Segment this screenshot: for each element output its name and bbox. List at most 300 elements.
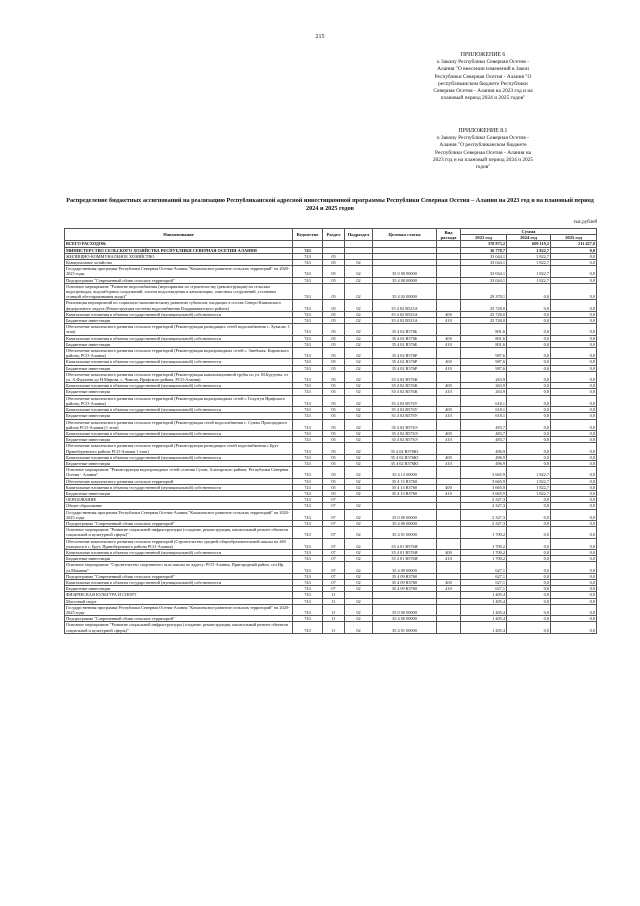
cell-razdel: 07 (323, 509, 345, 520)
cell-name: Государственная программа Республики Северная Осетия-Алания "Комплексное развитие сельских территорий" на 2020-2025 годы (65, 509, 293, 520)
cell-name: Государственная программа Республики Северная Осетия-Алания "Комплексное развитие сельских территорий" на 2020-2025 годы (65, 266, 293, 277)
cell-target-article: 35 4 02 R576У (373, 407, 437, 413)
cell-razdel: 05 (323, 318, 345, 324)
cell-vedomstvo: 743 (293, 419, 323, 430)
cell-expense-type (437, 443, 461, 454)
cell-2023: 987,6 (461, 359, 507, 365)
cell-vedomstvo: 743 (293, 365, 323, 371)
cell-2025: 0,0 (551, 253, 597, 259)
cell-target-article: 35 4 02 R523А (373, 318, 437, 324)
cell-expense-type (437, 467, 461, 478)
header-2025: 2025 год (551, 235, 597, 241)
cell-2024: 0,0 (507, 389, 551, 395)
table-row (65, 419, 597, 430)
cell-expense-type (437, 509, 461, 520)
cell-2023: 3 665,9 (461, 490, 507, 496)
cell-name: Государственная программа Республики Северная Осетия-Алания "Комплексное развитие сельских территорий" на 2020-2025 годы (65, 604, 293, 615)
cell-2023: 496,9 (461, 460, 507, 466)
cell-name: Обеспечение комплексного развития сельских территорий (65, 478, 293, 484)
cell-target-article: 35 4 01 R576Я (373, 549, 437, 555)
cell-razdel: 07 (323, 503, 345, 509)
cell-2025: 0,0 (551, 478, 597, 484)
cell-vedomstvo: 743 (293, 484, 323, 490)
cell-target-article: 35 0 00 00000 (373, 266, 437, 277)
cell-2023: 1 405,4 (461, 622, 507, 633)
appendix-8-1-heading: ПРИЛОЖЕНИЕ 8.1 (458, 128, 508, 134)
cell-expense-type: 400 (437, 579, 461, 585)
cell-expense-type (437, 604, 461, 615)
cell-target-article: 35 4 02 R576Р (373, 365, 437, 371)
cell-2023: 987,6 (461, 348, 507, 359)
cell-vedomstvo: 743 (293, 527, 323, 538)
cell-name: Подпрограмма "Современный облик сельских территорий" (65, 573, 293, 579)
cell-expense-type: 410 (437, 437, 461, 443)
cell-name: Обеспечение комплексного развития сельских территорий (Реконструкция разводящих сетей водоснабжения с. Хумалаг, 1 этап) (65, 324, 293, 335)
cell-razdel: 05 (323, 324, 345, 335)
cell-expense-type: 400 (437, 383, 461, 389)
cell-expense-type (437, 622, 461, 633)
cell-razdel: 05 (323, 371, 345, 382)
cell-2023: 1 700,2 (461, 538, 507, 549)
cell-name: Обеспечение комплексного развития сельских территорий (Реконструкция сетей водоснабжения с. Сунжа Пригородного района РСО-Алания (1 этап) (65, 419, 293, 430)
cell-2025: 0,0 (551, 490, 597, 496)
cell-name: Капитальные вложения в объекты государственной (муниципальной) собственности (65, 430, 293, 436)
cell-target-article: 35 4 09 00000 (373, 562, 437, 573)
cell-2025: 211 427,8 (551, 241, 597, 247)
cell-razdel: 05 (323, 335, 345, 341)
cell-2023: 483,7 (461, 437, 507, 443)
cell-2024: 0,0 (507, 562, 551, 573)
cell-expense-type: 400 (437, 359, 461, 365)
cell-podrazdel: 02 (345, 478, 373, 484)
cell-razdel: 05 (323, 395, 345, 406)
cell-razdel: 07 (323, 527, 345, 538)
cell-2023: 25 728,0 (461, 318, 507, 324)
table-row (65, 538, 597, 549)
cell-2024: 0,0 (507, 430, 551, 436)
cell-vedomstvo: 743 (293, 562, 323, 573)
cell-vedomstvo: 743 (293, 413, 323, 419)
cell-vedomstvo: 743 (293, 300, 323, 311)
unit-label: тыс.рублей (573, 220, 597, 225)
table-row (65, 395, 597, 406)
appendix-line: к Закону Республики Северная Осетия - (437, 135, 529, 142)
cell-razdel: 05 (323, 484, 345, 490)
cell-2025: 0,0 (551, 616, 597, 622)
appendix-line: годов" (475, 164, 491, 171)
table-row (65, 371, 597, 382)
cell-2025: 0,0 (551, 413, 597, 419)
appendix-line: республиканском бюджете Республики (438, 80, 528, 87)
cell-razdel: 05 (323, 460, 345, 466)
table-row (65, 283, 597, 300)
cell-podrazdel: 02 (345, 371, 373, 382)
cell-2024: 0,0 (507, 592, 551, 598)
cell-2023: 801,6 (461, 341, 507, 347)
cell-2025: 0,0 (551, 318, 597, 324)
cell-2025: 0,0 (551, 395, 597, 406)
cell-2024: 1 822,7 (507, 253, 551, 259)
table-row (65, 467, 597, 478)
cell-razdel: 05 (323, 253, 345, 259)
cell-target-article: 35 4 00 00000 (373, 277, 437, 283)
cell-podrazdel: 02 (345, 586, 373, 592)
cell-name: Подпрограмма "Современный облик сельских территорий" (65, 616, 293, 622)
cell-expense-type: 410 (437, 460, 461, 466)
header-razdel: Раздел (323, 229, 345, 241)
cell-2023: 3 665,9 (461, 467, 507, 478)
cell-vedomstvo: 743 (293, 549, 323, 555)
cell-vedomstvo: 743 (293, 598, 323, 604)
cell-2025: 0,0 (551, 359, 597, 365)
cell-target-article: 35 4 13 R5760 (373, 490, 437, 496)
cell-podrazdel: 02 (345, 490, 373, 496)
cell-2023: 263,9 (461, 389, 507, 395)
cell-vedomstvo: 743 (293, 247, 323, 253)
cell-target-article: 35 4 13 00000 (373, 467, 437, 478)
cell-vedomstvo: 743 (293, 490, 323, 496)
cell-podrazdel: 02 (345, 579, 373, 585)
cell-razdel: 05 (323, 359, 345, 365)
cell-name: Бюджетные инвестиции (65, 365, 293, 371)
cell-2023: 987,6 (461, 365, 507, 371)
cell-2023: 263,9 (461, 371, 507, 382)
cell-razdel: 07 (323, 520, 345, 526)
table-row (65, 266, 597, 277)
cell-name: Капитальные вложения в объекты государственной (муниципальной) собственности (65, 484, 293, 490)
cell-razdel: 11 (323, 592, 345, 598)
cell-target-article: 35 4 02 R523А (373, 311, 437, 317)
cell-podrazdel: 02 (345, 538, 373, 549)
cell-podrazdel: 02 (345, 359, 373, 365)
cell-2023: 496,9 (461, 443, 507, 454)
cell-2023: 3 665,9 (461, 484, 507, 490)
cell-2023: 801,6 (461, 324, 507, 335)
cell-2024: 0,0 (507, 324, 551, 335)
cell-2024: 1 822,7 (507, 266, 551, 277)
cell-target-article: 35 4 02 R576Э (373, 430, 437, 436)
cell-name: Бюджетные инвестиции (65, 437, 293, 443)
cell-2025: 0,0 (551, 579, 597, 585)
cell-vedomstvo: 743 (293, 586, 323, 592)
cell-razdel: 05 (323, 490, 345, 496)
cell-expense-type: 410 (437, 556, 461, 562)
cell-target-article: 35 4 01 00000 (373, 622, 437, 633)
cell-expense-type (437, 371, 461, 382)
table-row (65, 300, 597, 311)
cell-podrazdel: 02 (345, 324, 373, 335)
cell-vedomstvo: 743 (293, 383, 323, 389)
cell-name: Бюджетные инвестиции (65, 490, 293, 496)
cell-2025: 0,0 (551, 443, 597, 454)
cell-podrazdel: 02 (345, 430, 373, 436)
cell-vedomstvo: 743 (293, 335, 323, 341)
cell-2025: 0,0 (551, 622, 597, 633)
cell-name: Общее образование (65, 503, 293, 509)
cell-name: Основное мероприятие "Развитие социальной инфраструктуры (создание, реконструкция, капитальный ремонт объектов социальной и культурной сферы)" (65, 527, 293, 538)
cell-2025: 0,0 (551, 562, 597, 573)
cell-vedomstvo: 743 (293, 616, 323, 622)
cell-2023: 33 044,1 (461, 266, 507, 277)
cell-2023: 627,1 (461, 579, 507, 585)
cell-2024: 0,0 (507, 413, 551, 419)
cell-2024: 1 822,7 (507, 277, 551, 283)
cell-2025: 0,0 (551, 277, 597, 283)
cell-name: Капитальные вложения в объекты государственной (муниципальной) собственности (65, 335, 293, 341)
cell-2025: 0,0 (551, 335, 597, 341)
cell-name: Капитальные вложения в объекты государственной (муниципальной) собственности (65, 549, 293, 555)
cell-vedomstvo: 743 (293, 277, 323, 283)
cell-vedomstvo: 743 (293, 407, 323, 413)
cell-target-article: 35 4 02 R576Ю (373, 460, 437, 466)
cell-razdel: 05 (323, 478, 345, 484)
cell-2025: 0,0 (551, 467, 597, 478)
cell-vedomstvo: 743 (293, 454, 323, 460)
cell-podrazdel: 02 (345, 549, 373, 555)
cell-2025: 0,0 (551, 266, 597, 277)
cell-name: Обеспечение комплексного развития сельских территорий (Реконструкция водопроводных сетей с.Толдзгун Ирафского района, РСО-Алания) (65, 395, 293, 406)
cell-razdel: 07 (323, 562, 345, 573)
cell-2025: 0,0 (551, 430, 597, 436)
cell-expense-type (437, 538, 461, 549)
cell-2023: 496,9 (461, 454, 507, 460)
cell-vedomstvo: 743 (293, 324, 323, 335)
cell-2025: 0,0 (551, 460, 597, 466)
cell-2024: 0,0 (507, 616, 551, 622)
cell-2024: 0,0 (507, 300, 551, 311)
cell-podrazdel: 02 (345, 383, 373, 389)
header-2024: 2024 год (507, 235, 551, 241)
cell-2025: 0,0 (551, 503, 597, 509)
cell-vedomstvo: 743 (293, 604, 323, 615)
appendix-line: Республики Северная Осетия - Алания на (435, 149, 531, 156)
cell-2025: 0,0 (551, 371, 597, 382)
cell-razdel: 11 (323, 622, 345, 633)
cell-expense-type: 410 (437, 318, 461, 324)
cell-target-article: 35 4 13 R5760 (373, 478, 437, 484)
cell-target-article: 35 4 02 R576Б (373, 324, 437, 335)
cell-2024: 0,0 (507, 586, 551, 592)
cell-vedomstvo: 743 (293, 467, 323, 478)
cell-razdel: 05 (323, 419, 345, 430)
cell-expense-type: 400 (437, 484, 461, 490)
header-podrazdel: Подраздел (345, 229, 373, 241)
cell-vedomstvo: 743 (293, 341, 323, 347)
cell-razdel: 05 (323, 383, 345, 389)
table-row (65, 622, 597, 633)
appendix-line: к Закону Республики Северная Осетия - (437, 59, 529, 66)
cell-2023: 1 405,4 (461, 592, 507, 598)
cell-vedomstvo: 743 (293, 283, 323, 300)
cell-name: Основное мероприятие "Строительство спортивного зала школы по адресу: РСО-Алания, Пригородный район, сел.Ир, ул.Мамаева" (65, 562, 293, 573)
cell-razdel: 05 (323, 407, 345, 413)
cell-2023: 33 044,1 (461, 277, 507, 283)
cell-expense-type: 400 (437, 311, 461, 317)
cell-razdel: 05 (323, 443, 345, 454)
cell-2024: 0,0 (507, 395, 551, 406)
cell-name: Основное мероприятие "Развитие водоснабжения (мероприятия по строительству (реконструкции) на сельских водопроводах, водозаборных сооружений, систем водоотведения и канализации, очистных сооружений, установка станций обеззараживания воды)" (65, 283, 293, 300)
cell-2023: 2 327,3 (461, 497, 507, 503)
cell-expense-type: 410 (437, 389, 461, 395)
cell-name: МИНИСТЕРСТВО СЕЛЬСКОГО ХОЗЯЙСТВА РЕСПУБЛИКИ СЕВЕРНАЯ ОСЕТИЯ-АЛАНИЯ (65, 247, 293, 253)
cell-razdel: 05 (323, 437, 345, 443)
cell-name: Бюджетные инвестиции (65, 341, 293, 347)
cell-podrazdel: 02 (345, 509, 373, 520)
cell-2024: 0,0 (507, 527, 551, 538)
cell-2025: 0,0 (551, 454, 597, 460)
cell-2024: 0,0 (507, 365, 551, 371)
cell-podrazdel: 02 (345, 266, 373, 277)
cell-vedomstvo: 743 (293, 311, 323, 317)
cell-2025: 0,0 (551, 324, 597, 335)
cell-2024: 0,0 (507, 311, 551, 317)
cell-vedomstvo: 743 (293, 622, 323, 633)
cell-2025: 0,0 (551, 520, 597, 526)
cell-razdel: 11 (323, 598, 345, 604)
cell-target-article: 35 4 02 R576Э (373, 437, 437, 443)
cell-expense-type (437, 419, 461, 430)
cell-name: Бюджетные инвестиции (65, 318, 293, 324)
cell-2023: 618,1 (461, 407, 507, 413)
cell-2023: 33 044,1 (461, 253, 507, 259)
cell-podrazdel: 02 (345, 318, 373, 324)
cell-razdel: 05 (323, 413, 345, 419)
cell-podrazdel: 02 (345, 604, 373, 615)
table-row (65, 509, 597, 520)
cell-expense-type (437, 348, 461, 359)
appendix-8-1-note (398, 128, 568, 171)
cell-target-article: 35 4 02 R576Р (373, 348, 437, 359)
cell-2023: 1 405,4 (461, 616, 507, 622)
cell-podrazdel: 02 (345, 300, 373, 311)
cell-2023: 618,1 (461, 395, 507, 406)
cell-name: Массовый спорт (65, 598, 293, 604)
cell-2023: 2 327,3 (461, 503, 507, 509)
cell-razdel: 05 (323, 260, 345, 266)
cell-razdel: 05 (323, 277, 345, 283)
cell-expense-type: 410 (437, 413, 461, 419)
cell-expense-type: 410 (437, 365, 461, 371)
cell-target-article: 35 4 02 R576К (373, 371, 437, 382)
cell-2024: 0,0 (507, 443, 551, 454)
cell-2025: 0,0 (551, 527, 597, 538)
cell-2023: 25 728,0 (461, 300, 507, 311)
cell-2023: 3 665,9 (461, 478, 507, 484)
cell-vedomstvo: 743 (293, 478, 323, 484)
cell-podrazdel: 02 (345, 395, 373, 406)
cell-2025: 0,0 (551, 538, 597, 549)
cell-razdel: 05 (323, 467, 345, 478)
cell-vedomstvo: 743 (293, 260, 323, 266)
cell-podrazdel: 02 (345, 616, 373, 622)
header-2023: 2023 год (461, 235, 507, 241)
cell-name: Обеспечение комплексного развития сельских территорий (Реконструкция разводящих сетей водоснабжения с.Брут Правобережного района РСО-Алания 1 этап) (65, 443, 293, 454)
cell-2024: 0,0 (507, 604, 551, 615)
cell-2024: 0,0 (507, 407, 551, 413)
cell-razdel: 05 (323, 348, 345, 359)
cell-2024: 0,0 (507, 318, 551, 324)
cell-2025: 0,0 (551, 437, 597, 443)
cell-2025: 0,0 (551, 573, 597, 579)
cell-expense-type: 410 (437, 490, 461, 496)
cell-2024: 0,0 (507, 283, 551, 300)
cell-target-article: 35 4 02 R576Э (373, 419, 437, 430)
cell-podrazdel: 02 (345, 443, 373, 454)
cell-razdel: 07 (323, 549, 345, 555)
cell-2025: 0,0 (551, 283, 597, 300)
cell-target-article: 35 4 02 R523А (373, 300, 437, 311)
cell-razdel: 05 (323, 311, 345, 317)
cell-expense-type (437, 324, 461, 335)
cell-target-article: 35 4 02 R576К (373, 389, 437, 395)
cell-podrazdel: 02 (345, 419, 373, 430)
cell-podrazdel: 02 (345, 348, 373, 359)
cell-podrazdel: 02 (345, 311, 373, 317)
cell-podrazdel: 02 (345, 260, 373, 266)
cell-razdel: 05 (323, 300, 345, 311)
appendix-6-text (398, 59, 568, 102)
cell-2023: 1 405,4 (461, 604, 507, 615)
appendix-line: Республики Северная Осетия - Алания "О (434, 73, 532, 80)
cell-razdel: 11 (323, 604, 345, 615)
cell-2025: 0,0 (551, 497, 597, 503)
cell-expense-type (437, 266, 461, 277)
cell-expense-type: 400 (437, 549, 461, 555)
cell-name: Капитальные вложения в объекты государственной (муниципальной) собственности (65, 579, 293, 585)
cell-target-article: 35 0 00 00000 (373, 604, 437, 615)
cell-podrazdel: 02 (345, 484, 373, 490)
cell-razdel: 07 (323, 556, 345, 562)
cell-expense-type: 400 (437, 454, 461, 460)
cell-target-article: 35 4 09 R5760 (373, 586, 437, 592)
cell-name: Обеспечение комплексного развития сельских территорий (Реконструкция канализационной трубы по ул. М.Будтуева, от ул. А.Фадзаева до Н.Мирова, с. Чикола, Ирафского района, РСО-Алания) (65, 371, 293, 382)
table-row (65, 562, 597, 573)
cell-target-article: 35 0 00 00000 (373, 509, 437, 520)
cell-name: Капитальные вложения в объекты государственной (муниципальной) собственности (65, 407, 293, 413)
cell-2024: 1 822,7 (507, 247, 551, 253)
cell-podrazdel: 02 (345, 454, 373, 460)
cell-name: ВСЕГО РАСХОДОВ: (65, 241, 293, 247)
cell-2024: 1 822,7 (507, 478, 551, 484)
cell-2024: 0,0 (507, 359, 551, 365)
cell-podrazdel: 02 (345, 283, 373, 300)
header-name: Наименование (65, 229, 293, 241)
cell-2024: 1 822,7 (507, 260, 551, 266)
cell-2023: 2 327,3 (461, 509, 507, 520)
cell-vedomstvo: 743 (293, 430, 323, 436)
cell-podrazdel: 02 (345, 527, 373, 538)
cell-2025: 0,0 (551, 419, 597, 430)
cell-name: Капитальные вложения в объекты государственной (муниципальной) собственности (65, 383, 293, 389)
cell-target-article: 35 4 02 R576У (373, 413, 437, 419)
cell-name: Бюджетные инвестиции (65, 460, 293, 466)
cell-vedomstvo: 743 (293, 371, 323, 382)
cell-expense-type: 400 (437, 407, 461, 413)
appendix-6-note (398, 52, 568, 102)
cell-vedomstvo: 743 (293, 359, 323, 365)
cell-2023: 483,7 (461, 419, 507, 430)
cell-podrazdel: 02 (345, 437, 373, 443)
cell-name: ФИЗИЧЕСКАЯ КУЛЬТУРА И СПОРТ (65, 592, 293, 598)
cell-2024: 0,0 (507, 520, 551, 526)
cell-vedomstvo: 743 (293, 497, 323, 503)
cell-vedomstvo: 743 (293, 503, 323, 509)
cell-expense-type: 400 (437, 430, 461, 436)
cell-2023: 483,7 (461, 430, 507, 436)
appendix-line: 2023 год и на плановый период 2024 и 2025 (432, 156, 534, 163)
cell-2023: 1 700,2 (461, 556, 507, 562)
cell-name: ОБРАЗОВАНИЕ (65, 497, 293, 503)
